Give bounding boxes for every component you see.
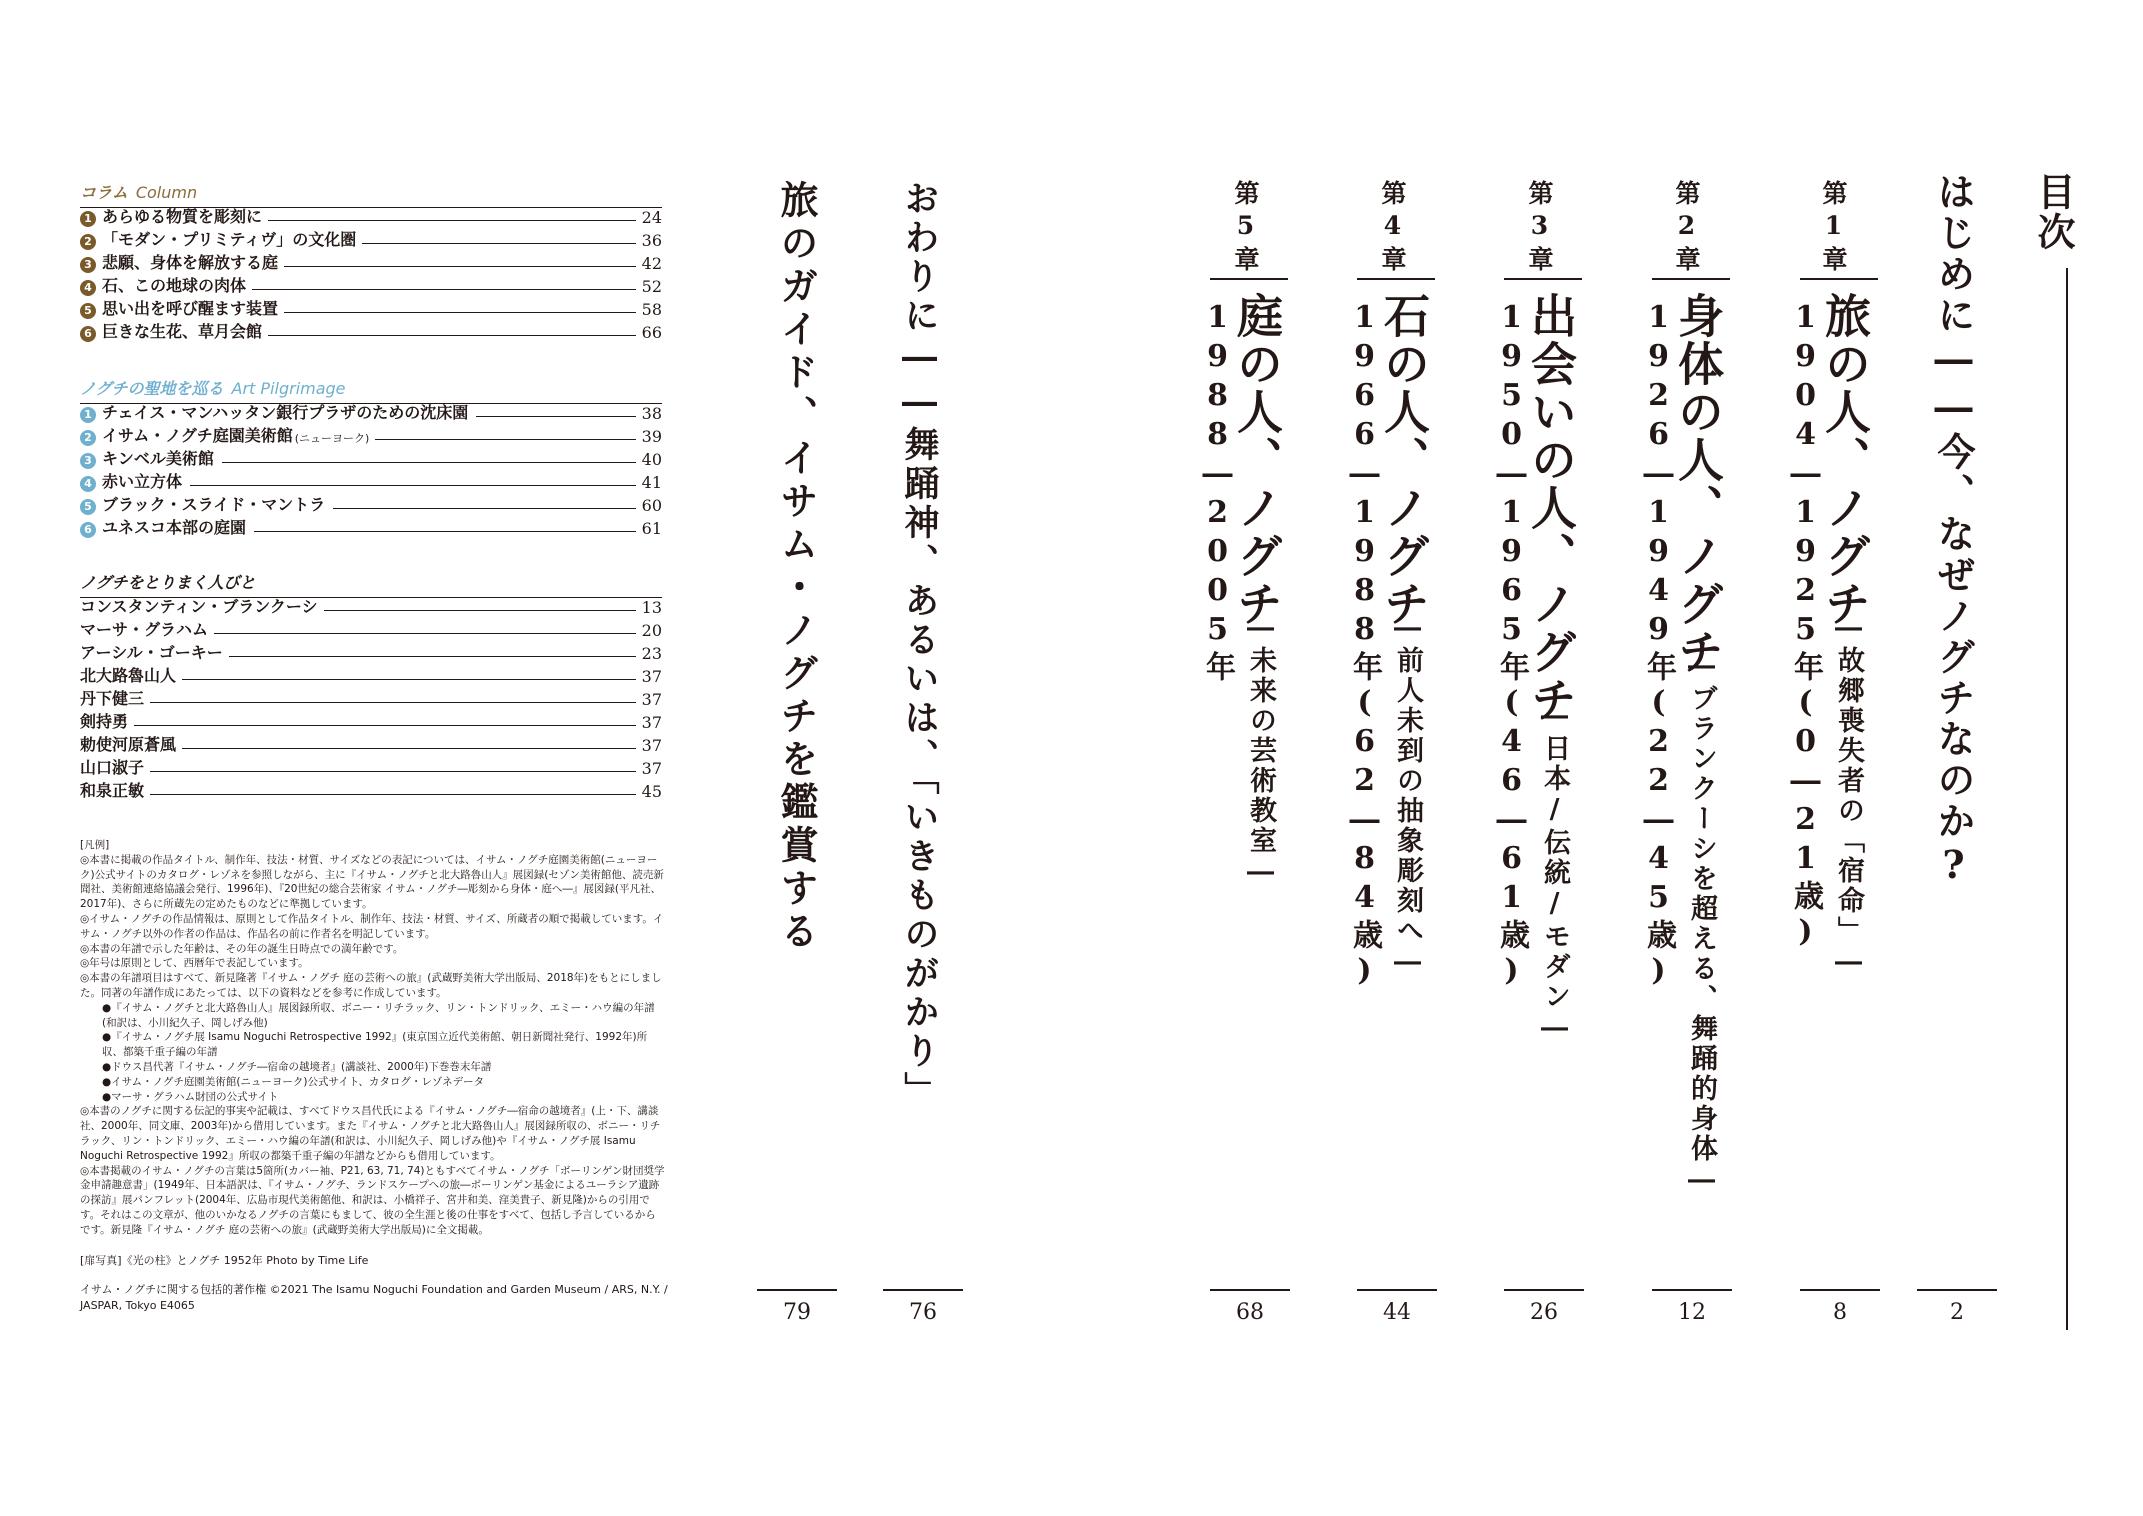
list-item-page: 37: [641, 690, 662, 709]
list-item[interactable]: [80, 515, 662, 538]
list-item-label: ユネスコ本部の庭園: [102, 518, 247, 537]
chapter-1-title[interactable]: 旅の人、ノグチ: [1818, 292, 1872, 628]
chapter-4-years: 1966―1988年(62―84歳): [1347, 300, 1382, 992]
list-item-page: 58: [641, 300, 662, 319]
list-item-page: 52: [641, 277, 662, 296]
leader-line: [214, 633, 636, 634]
list-item[interactable]: [80, 492, 662, 515]
list-item[interactable]: [80, 686, 662, 709]
note-paragraph: ◎本書の年譜項目はすべて、新見隆著『イサム・ノグチ 庭の芸術への旅』(武蔵野美術大学出版局、2018年)をもとにしました。同著の年譜作成にあたっては、以下の資料などを参考に作成しています。: [80, 972, 662, 999]
chapter-4-title[interactable]: 石の人、ノグチ: [1377, 292, 1431, 628]
list-item-page: 41: [641, 473, 662, 492]
leader-line: [229, 656, 636, 657]
note-paragraph: [凡例]: [80, 839, 110, 851]
list-item-page: 37: [641, 667, 662, 686]
list-item-label: チェイス・マンハッタン銀行プラザのための沈床園: [102, 403, 469, 422]
list-item-label: 北大路魯山人: [80, 666, 177, 685]
list-item-page: 37: [641, 736, 662, 755]
note-paragraph: ◎イサム・ノグチの作品情報は、原則として作品タイトル、制作年、技法・材質、サイズ、所蔵者の順で掲載しています。イサム・ノグチ以外の作者の作品は、作品名の前に作者名を明記しています。: [80, 912, 664, 940]
list-item-label: 悲願、身体を解放する庭: [102, 253, 279, 272]
list-item-page: 40: [641, 450, 662, 469]
pilgrimage-list: [80, 400, 662, 538]
leader-line: [150, 771, 636, 772]
chapter-5-number: 第5章: [1231, 180, 1260, 277]
page-rule: [1504, 1289, 1584, 1291]
chapter-1-page: 8: [1833, 1300, 1847, 1325]
note-paragraph: ●『イサム・ノグチと北大路魯山人』展図録所収、ボニー・リチラック、リン・トンドリック、エミー・ハウ編の年譜(和訳は、小川紀久子、岡しげみ他): [102, 1001, 655, 1029]
pilgrimage-heading-en: Art Pilgrimage: [231, 379, 346, 398]
number-badge: 1: [80, 407, 96, 423]
number-badge: 3: [80, 257, 96, 273]
list-item[interactable]: [80, 319, 662, 342]
chapter-rule: [1210, 278, 1288, 280]
list-item-page: 37: [641, 759, 662, 778]
chapter-rule: [1504, 278, 1582, 280]
list-item-page: 42: [641, 254, 662, 273]
leader-line: [182, 679, 636, 680]
chapter-rule: [1800, 278, 1878, 280]
note-paragraph: ●マーサ・グラハム財団の公式サイト: [102, 1090, 279, 1103]
leader-line: [150, 794, 636, 795]
list-item-label: 勅使河原蒼風: [80, 735, 177, 754]
note-paragraph: ◎本書に掲載の作品タイトル、制作年、技法・材質、サイズなどの表記については、イサム・ノグチ庭園美術館(ニューヨーク)公式サイトのカタログ・レゾネを参照しながら、主に『イサム・ノグチと北大路魯山人』展図録(セゾン美術館他、読売新聞社、美術館連絡協議会発行、1996年)、『20世紀の総合芸術家 イサム・ノグチ―彫刻から身体・庭へ―』展図録(平凡社、2017年)、さらに所蔵先の定めたものなどに準拠しています。: [80, 853, 664, 911]
page-rule: [1210, 1289, 1290, 1291]
list-item-page: 66: [641, 323, 662, 342]
photo-credit: [扉写真]《光の柱》とノグチ 1952年 Photo by Time Life: [80, 1254, 369, 1267]
leader-line: [268, 335, 636, 336]
leader-line: [375, 439, 635, 440]
chapter-3-number: 第3章: [1525, 180, 1554, 277]
list-item-label: イサム・ノグチ庭園美術館: [102, 426, 293, 445]
chapter-5-page: 68: [1236, 1300, 1264, 1325]
chapter-5-title[interactable]: 庭の人、ノグチ: [1230, 292, 1284, 628]
page-rule: [757, 1289, 837, 1291]
list-item-label: マーサ・グラハム: [80, 620, 209, 639]
page-rule: [1917, 1289, 1997, 1291]
number-badge: 2: [80, 430, 96, 446]
chapter-2-number: 第2章: [1672, 180, 1701, 277]
chapter-4-number: 第4章: [1378, 180, 1407, 277]
people-heading-jp: ノグチをとりまく人びと: [80, 573, 256, 592]
chapter-1-number: 第1章: [1819, 180, 1848, 277]
leader-line: [333, 508, 635, 509]
list-item[interactable]: [80, 400, 662, 423]
number-badge: 5: [80, 499, 96, 515]
number-badge: 3: [80, 453, 96, 469]
chapter-3-subtitle: ―日本/伝統/モダン―: [1539, 700, 1570, 1046]
number-badge: 2: [80, 234, 96, 250]
list-item[interactable]: [80, 469, 662, 492]
chapter-2-title[interactable]: 身体の人、ノグチ: [1671, 292, 1725, 676]
list-item[interactable]: [80, 709, 662, 732]
note-paragraph: ●イサム・ノグチ庭園美術館(ニューヨーク)公式サイト、カタログ・レゾネデータ: [102, 1075, 485, 1088]
list-item[interactable]: [80, 227, 662, 250]
toc-intro-page: 2: [1950, 1300, 1964, 1325]
chapter-2-page: 12: [1678, 1300, 1706, 1325]
list-item[interactable]: [80, 755, 662, 778]
list-item-page: 60: [641, 496, 662, 515]
list-item-label: 石、この地球の肉体: [102, 276, 247, 295]
list-item-label: 巨きな生花、草月会館: [102, 322, 263, 341]
chapter-3-title[interactable]: 出会いの人、ノグチ: [1524, 292, 1578, 724]
leader-line: [268, 220, 636, 221]
chapter-3-page: 26: [1530, 1300, 1558, 1325]
leader-line: [284, 266, 636, 267]
toc-vertical-rule: [2066, 268, 2068, 1330]
pilgrimage-heading-jp: ノグチの聖地を巡る: [80, 379, 224, 398]
list-item[interactable]: [80, 778, 662, 801]
leader-line: [150, 702, 636, 703]
list-item-label: あらゆる物質を彫刻に: [102, 207, 263, 226]
note-paragraph: ◎本書のノグチに関する伝記的事実や記載は、すべてドウス昌代氏による『イサム・ノグチ―宿命の越境者』(上・下、講談社、2000年、同文庫、2003年)から借用しています。また『イサム・ノグチと北大路魯山人』展図録所収の、ボニー・リチラック、リン・トンドリック、エミー・ハウ編の年譜(和訳は、小川紀久子、岡しげみ他)や『イサム・ノグチ展 Isamu Noguchi Retrospective 1992』所収の都築千重子編の年譜などからも借用しています。: [80, 1105, 661, 1162]
people-list: [80, 594, 662, 801]
list-item-label: 丹下健三: [80, 689, 145, 708]
list-item-label: 和泉正敏: [80, 781, 145, 800]
list-item[interactable]: [80, 446, 662, 469]
list-item[interactable]: [80, 204, 662, 227]
toc-intro[interactable]: はじめに――今、なぜノグチなのか?: [1931, 172, 1976, 890]
list-item-page: 38: [641, 404, 662, 423]
chapter-2-years: 1926―1949年(22―45歳): [1641, 300, 1676, 992]
number-badge: 6: [80, 522, 96, 538]
note-paragraph: ◎本書の年譜で示した年齢は、その年の誕生日時点での満年齢です。: [80, 942, 404, 955]
list-item-label: コンスタンティン・ブランクーシ: [80, 597, 318, 616]
column-heading-jp: コラム: [80, 183, 128, 202]
page-rule: [1357, 1289, 1437, 1291]
list-item-page: 20: [641, 621, 662, 640]
chapter-5-subtitle: ―未来の芸術教室―: [1245, 612, 1276, 890]
list-item-label: ブラック・スライド・マントラ: [102, 495, 326, 514]
list-item-page: 23: [641, 644, 662, 663]
list-item[interactable]: [80, 296, 662, 319]
leader-line: [362, 243, 635, 244]
leader-line: [182, 748, 636, 749]
note-paragraph: ◎年号は原則として、西暦年で表記しています。: [80, 957, 309, 970]
list-item[interactable]: [80, 617, 662, 640]
page-rule: [883, 1289, 963, 1291]
leader-line: [190, 485, 636, 486]
leader-line: [324, 610, 636, 611]
chapter-1-years: 1904―1925年(0―21歳): [1788, 300, 1823, 953]
chapter-1-subtitle: ―故郷喪失者の「宿命」―: [1833, 612, 1864, 980]
copyright-notice: イサム・ノグチに関する包括的著作権 ©2021 The Isamu Noguchi Foundation and Garden Museum / ARS, N.Y. / JASPAR, Tokyo E4065: [80, 1283, 668, 1312]
page-rule: [1652, 1289, 1732, 1291]
list-item[interactable]: [80, 423, 662, 446]
number-badge: 4: [80, 280, 96, 296]
column-list: [80, 204, 662, 342]
list-item-label: 山口淑子: [80, 758, 145, 777]
editorial-notes: [80, 838, 666, 1238]
leader-line: [222, 462, 636, 463]
leader-line: [134, 725, 636, 726]
note-paragraph: ●『イサム・ノグチ展 Isamu Noguchi Retrospective 1992』(東京国立近代美術館、朝日新聞社発行、1992年)所収、都築千重子編の年譜: [102, 1031, 648, 1059]
toc-ending[interactable]: おわりに――舞踊神、あるいは、「いきものがかり」: [899, 180, 940, 1111]
toc-closing-page: 79: [783, 1300, 811, 1325]
chapter-3-years: 1950―1965年(46―61歳): [1494, 300, 1529, 992]
list-item-page: 13: [641, 598, 662, 617]
note-paragraph: ●ドウス昌代著『イサム・ノグチ―宿命の越境者』(講談社、2000年)下巻巻末年譜: [102, 1060, 492, 1073]
toc-title: 目次: [2031, 172, 2076, 252]
list-item-label: 「モダン・プリミティヴ」の文化圏: [102, 230, 357, 249]
note-paragraph: ◎本書掲載のイサム・ノグチの言葉は5箇所(カバー袖、P21, 63, 71, 74)ともすべてイサム・ノグチ「ボーリンゲン財団奨学金申請趣意書」(1949年、日本語訳は、『イサム・ノグチ、ランドスケープへの旅―ボーリンゲン基金によるユーラシア遺跡の探訪』展パンフレット(2004年、広島市現代美術館他、和訳は、小橋祥子、宮井和美、窪美貴子、新見隆)からの引用です。それはこの文章が、他のいかなるノグチの言葉にもまして、彼の全生涯と後の仕事をすべて、包括し予言しているからです。新見隆『イサム・ノグチ 庭の芸術への旅』(武蔵野美術大学出版局)に全文掲載。: [80, 1164, 665, 1236]
list-item[interactable]: [80, 663, 662, 686]
list-item-page: 61: [641, 519, 662, 538]
toc-ending-page: 76: [909, 1300, 937, 1325]
number-badge: 4: [80, 476, 96, 492]
list-item[interactable]: [80, 732, 662, 755]
toc-closing[interactable]: 旅のガイド、イサム・ノグチを鑑賞する: [774, 180, 819, 954]
list-item-page: 37: [641, 713, 662, 732]
number-badge: 1: [80, 211, 96, 227]
list-item-note: (ニューヨーク): [294, 432, 370, 445]
list-item-label: 思い出を呼び醒ます装置: [102, 299, 279, 318]
list-item[interactable]: [80, 640, 662, 663]
leader-line: [254, 531, 636, 532]
chapter-5-years: 1988―2005年: [1200, 300, 1235, 685]
leader-line: [476, 416, 635, 417]
list-item-label: アーシル・ゴーキー: [80, 643, 223, 662]
list-item-label: キンベル美術館: [102, 449, 214, 468]
list-item[interactable]: [80, 250, 662, 273]
list-item-page: 39: [641, 427, 662, 446]
list-item-label: 赤い立方体: [102, 472, 183, 491]
chapter-rule: [1357, 278, 1435, 280]
list-item[interactable]: [80, 273, 662, 296]
chapter-2-subtitle: ―ブランクーシを超える、舞踊的身体―: [1686, 650, 1717, 1198]
chapter-4-subtitle: ―前人未到の抽象彫刻へ―: [1392, 612, 1423, 980]
column-heading-en: Column: [135, 183, 198, 202]
chapter-4-page: 44: [1383, 1300, 1411, 1325]
list-item-page: 45: [641, 782, 662, 801]
list-item-page: 36: [641, 231, 662, 250]
number-badge: 5: [80, 303, 96, 319]
list-item-label: 剣持勇: [80, 712, 129, 731]
page-rule: [1800, 1289, 1880, 1291]
number-badge: 6: [80, 326, 96, 342]
list-item-page: 24: [641, 208, 662, 227]
chapter-rule: [1652, 278, 1730, 280]
leader-line: [284, 312, 636, 313]
list-item[interactable]: [80, 594, 662, 617]
leader-line: [252, 289, 636, 290]
